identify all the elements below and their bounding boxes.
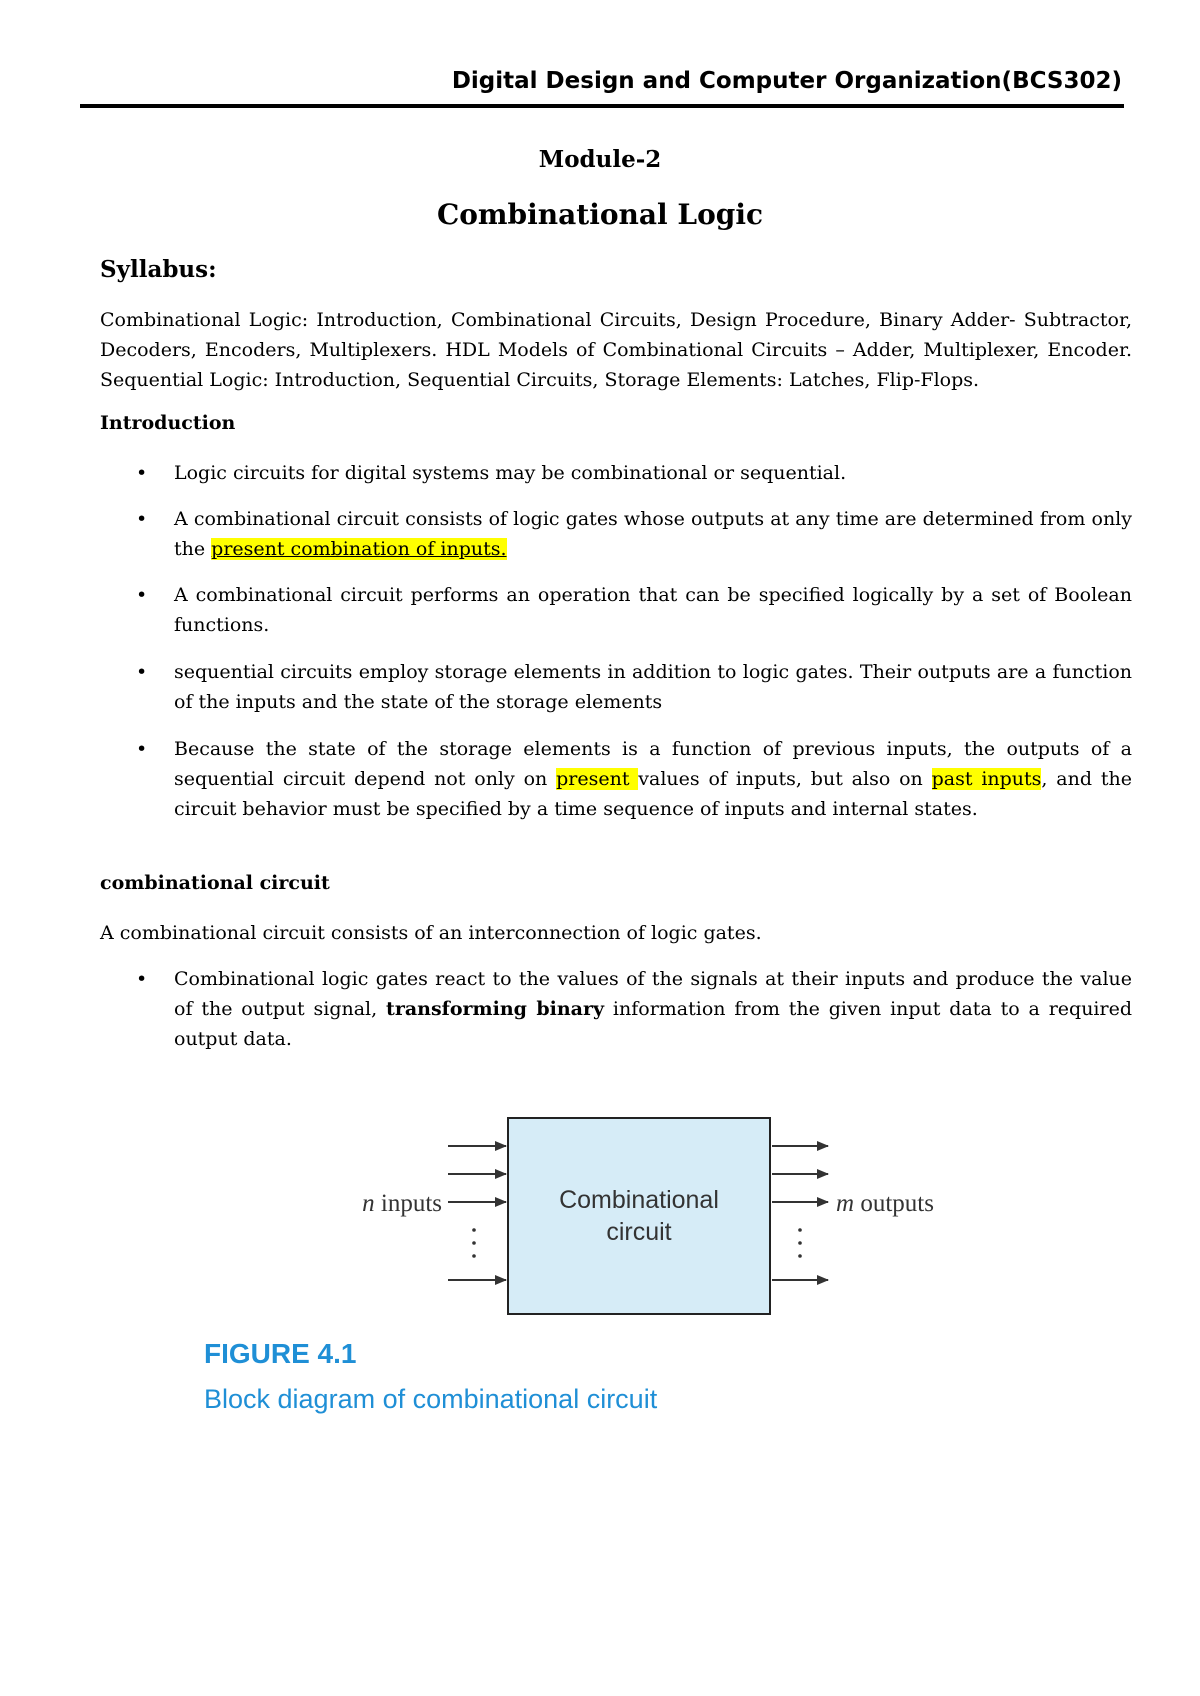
bullet-text-part: A combinational circuit consists of logic gates whose outputs at any time are determined from only the (174, 508, 1132, 560)
header-rule (80, 104, 1124, 108)
intro-bullet-1 (100, 458, 1132, 488)
ellipsis-dot (472, 1254, 476, 1258)
bullet-text-part: Because the state of the storage elements is a function of previous inputs, the outputs of a sequential circuit depend not only on (174, 738, 1132, 790)
bullet-dot: • (136, 462, 148, 484)
inputs-label (362, 1190, 442, 1217)
bullet-dot: • (136, 661, 148, 683)
combinational-bullet (100, 964, 1132, 1054)
figure-number: FIGURE 4.1 (204, 1338, 357, 1369)
bullet-text: A combinational circuit performs an operation that can be specified logically by a set of Boolean functions. (174, 584, 1132, 636)
figure-caption: Block diagram of combinational circuit (204, 1384, 658, 1414)
bullet-text-part: values of inputs, but also on (638, 768, 932, 790)
bullet-dot: • (136, 738, 148, 760)
bullet-dot: • (136, 508, 148, 530)
bold-text: transforming binary (386, 998, 605, 1020)
page-title: Combinational Logic (436, 198, 764, 231)
syllabus-heading: Syllabus: (100, 256, 217, 283)
outputs-variable: m (836, 1190, 855, 1217)
module-heading: Module-2 (538, 146, 662, 173)
bullet-text (174, 964, 1132, 1054)
ellipsis-dot (798, 1254, 802, 1258)
bullet-text: sequential circuits employ storage elements in addition to logic gates. Their outputs are a function of the inputs and the state of the storage elements (174, 661, 1132, 713)
inputs-variable: n (362, 1190, 375, 1217)
block-diagram (360, 1108, 934, 1318)
intro-bullet-5 (100, 734, 1132, 824)
outputs-word: outputs (854, 1190, 934, 1217)
bullet-dot: • (136, 584, 148, 606)
combinational-circuit-box (508, 1118, 770, 1314)
intro-bullet-4 (100, 657, 1132, 717)
bullet-text-part: information from the given input data to a required output data. (174, 998, 1133, 1050)
highlighted-text: past inputs (931, 768, 1042, 790)
highlighted-text: present (556, 768, 639, 790)
combinational-intro-text: A combinational circuit consists of an interconnection of logic gates. (100, 922, 762, 944)
bullet-text-part: , and the circuit behavior must be specified by a time sequence of inputs and internal states. (174, 768, 1132, 820)
combinational-circuit-heading: combinational circuit (100, 872, 330, 894)
intro-bullet-2 (100, 504, 1132, 564)
document-header-title: Digital Design and Computer Organization(BCS302) (451, 68, 1122, 94)
intro-bullet-3 (100, 580, 1132, 640)
bullet-text (174, 734, 1132, 824)
box-label-line-1: Combinational (559, 1186, 719, 1214)
bullet-dot: • (136, 968, 148, 990)
bullet-text (174, 504, 1132, 564)
introduction-heading: Introduction (100, 412, 236, 434)
highlighted-text: present combination of inputs. (211, 538, 507, 560)
outputs-label (836, 1190, 934, 1217)
inputs-word: inputs (374, 1190, 442, 1217)
ellipsis-dot (472, 1241, 476, 1245)
syllabus-text: Combinational Logic: Introduction, Combinational Circuits, Design Procedure, Binary Adder- Subtractor, Decoders, Encoders, Multiplexers. HDL Models of Combinational Circuits – Adder, Multiplexer, Encoder. Sequential Logic: Introduction, Sequential Circuits, Storage Elements: Latches, Flip-Flops. (100, 309, 1132, 391)
bullet-text-part: Combinational logic gates react to the values of the signals at their inputs and produce the value of the output signal, (174, 968, 1132, 1020)
ellipsis-dot (472, 1228, 476, 1232)
ellipsis-dot (798, 1241, 802, 1245)
bullet-text: Logic circuits for digital systems may be combinational or sequential. (174, 462, 847, 484)
box-label-line-2: circuit (606, 1218, 672, 1246)
ellipsis-dot (798, 1228, 802, 1232)
